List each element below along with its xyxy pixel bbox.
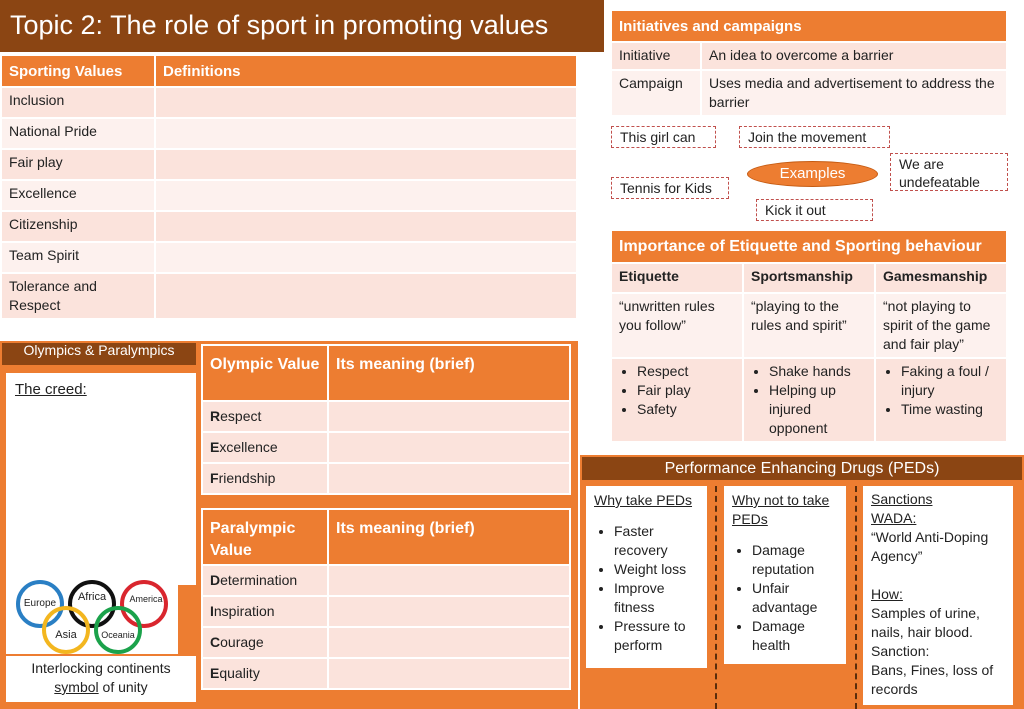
- examples-oval: Examples: [747, 161, 878, 187]
- peds-header: Performance Enhancing Drugs (PEDs): [582, 457, 1022, 480]
- olympic-rings: [6, 580, 178, 654]
- gamesmanship-quote: “not playing to spirit of the game and fair play”: [876, 294, 1006, 357]
- gamesmanship-col-title: Gamesmanship: [876, 264, 1006, 292]
- example-we-are-undefeatable: We are undefeatable: [890, 153, 1008, 191]
- table-row: [2, 181, 576, 210]
- sv-definition[interactable]: [156, 150, 576, 179]
- table-row: [203, 433, 569, 462]
- paralympic-meaning[interactable]: [329, 566, 569, 595]
- ring-label: Oceania: [101, 630, 135, 640]
- olympic-meaning[interactable]: [329, 433, 569, 462]
- sanctions-box: [863, 486, 1013, 705]
- table-row: [203, 566, 569, 595]
- sv-definition[interactable]: [156, 181, 576, 210]
- divider: [855, 486, 857, 709]
- sv-value: Inclusion: [2, 88, 154, 117]
- olympic-value: Respect: [203, 402, 327, 431]
- how-text: Samples of urine, nails, hair blood.: [871, 605, 980, 640]
- how-label: How:: [871, 586, 903, 602]
- init-definition: An idea to overcome a barrier: [702, 43, 1006, 69]
- example-kick-it-out: Kick it out: [756, 199, 873, 221]
- example-this-girl-can: This girl can: [611, 126, 716, 148]
- olympic-values-table: [201, 344, 571, 495]
- sv-definition[interactable]: [156, 119, 576, 148]
- etiquette-quote: “unwritten rules you follow”: [612, 294, 742, 357]
- creed-box[interactable]: [6, 373, 196, 585]
- table-row: [2, 274, 576, 318]
- why-take-peds-box: [586, 486, 707, 668]
- sv-definition[interactable]: [156, 88, 576, 117]
- initiatives-table: [610, 9, 1008, 117]
- wada-label: WADA:: [871, 510, 917, 526]
- list-item: • Weight loss: [614, 560, 699, 579]
- sv-header-definitions: Definitions: [156, 56, 576, 86]
- paralympic-meaning[interactable]: [329, 628, 569, 657]
- etiquette-header: Importance of Etiquette and Sporting behaviour: [612, 231, 1006, 262]
- list-item: • Fair play: [637, 381, 735, 400]
- paralympic-value-header: Paralympic Value: [203, 510, 327, 564]
- ring-label: Africa: [77, 591, 107, 603]
- etiquette-col-title: Etiquette: [612, 264, 742, 292]
- list-item: • Faking a foul / injury: [901, 362, 999, 400]
- list-item: • Helping up injured opponent: [769, 381, 867, 438]
- table-row: [2, 150, 576, 179]
- sanction-label: Sanction:: [871, 643, 930, 659]
- sv-value: Tolerance and Respect: [2, 274, 154, 318]
- paralympic-meaning[interactable]: [329, 659, 569, 688]
- table-row: [2, 243, 576, 272]
- list-item: • Unfair advantage: [752, 579, 838, 617]
- paralympic-value: Inspiration: [203, 597, 327, 626]
- table-row: [203, 597, 569, 626]
- example-tennis-for-kids: Tennis for Kids: [611, 177, 729, 199]
- paralympic-meaning-header: Its meaning (brief): [329, 510, 569, 564]
- sv-definition[interactable]: [156, 212, 576, 241]
- initiatives-header: Initiatives and campaigns: [612, 11, 1006, 41]
- list-item: • Damage health: [752, 617, 838, 655]
- list-item: • Safety: [637, 400, 735, 419]
- etiquette-table: [610, 229, 1008, 443]
- sporting-values-table: [0, 54, 578, 320]
- init-definition: Uses media and advertisement to address the barrier: [702, 71, 1006, 115]
- list-item: • Shake hands: [769, 362, 867, 381]
- olympic-value: Friendship: [203, 464, 327, 493]
- why-not-take-peds-box: [724, 486, 846, 664]
- sv-value: National Pride: [2, 119, 154, 148]
- list-item: • Pressure to perform: [614, 617, 699, 655]
- list-item: • Faster recovery: [614, 522, 699, 560]
- sportsmanship-col-title: Sportsmanship: [744, 264, 874, 292]
- table-row: [203, 464, 569, 493]
- sanctions-title: Sanctions: [871, 491, 933, 507]
- olympic-value-header: Olympic Value: [203, 346, 327, 400]
- sv-definition[interactable]: [156, 274, 576, 318]
- table-row: [2, 212, 576, 241]
- sv-value: Team Spirit: [2, 243, 154, 272]
- olympic-meaning[interactable]: [329, 464, 569, 493]
- sv-header-values: Sporting Values: [2, 56, 154, 86]
- paralympic-values-table: [201, 508, 571, 690]
- paralympic-value: Courage: [203, 628, 327, 657]
- init-term: Campaign: [612, 71, 700, 115]
- sportsmanship-examples: [744, 359, 874, 441]
- olympic-meaning-header: Its meaning (brief): [329, 346, 569, 400]
- olympics-header: Olympics & Paralympics: [2, 343, 196, 365]
- divider: [715, 486, 717, 709]
- table-row: [203, 402, 569, 431]
- init-term: Initiative: [612, 43, 700, 69]
- example-join-the-movement: Join the movement: [739, 126, 890, 148]
- ring-label: Asia: [55, 629, 77, 641]
- list-item: • Damage reputation: [752, 541, 838, 579]
- rings-caption-symbol: symbol: [54, 679, 99, 695]
- etiquette-examples: [612, 359, 742, 441]
- paralympic-value: Equality: [203, 659, 327, 688]
- gamesmanship-examples: [876, 359, 1006, 441]
- ring-label: Europe: [23, 598, 57, 609]
- sanction-text: Bans, Fines, loss of records: [871, 662, 994, 697]
- sv-value: Citizenship: [2, 212, 154, 241]
- olympic-value: Excellence: [203, 433, 327, 462]
- rings-caption: [6, 656, 196, 702]
- sv-value: Fair play: [2, 150, 154, 179]
- list-item: • Time wasting: [901, 400, 999, 419]
- table-row: [612, 43, 1006, 69]
- table-row: [612, 71, 1006, 115]
- olympic-meaning[interactable]: [329, 402, 569, 431]
- table-row: [203, 628, 569, 657]
- why-not-take-peds-title: Why not to take PEDs: [732, 492, 830, 527]
- paralympic-meaning[interactable]: [329, 597, 569, 626]
- rings-caption-post: of unity: [102, 679, 148, 695]
- sv-definition[interactable]: [156, 243, 576, 272]
- why-take-peds-title: Why take PEDs: [594, 492, 693, 508]
- rings-caption-pre: Interlocking continents: [31, 660, 171, 676]
- page-title: Topic 2: The role of sport in promoting values: [0, 0, 604, 52]
- sv-value: Excellence: [2, 181, 154, 210]
- ring-label: America: [129, 594, 163, 604]
- table-row: [203, 659, 569, 688]
- wada-full: “World Anti-Doping Agency”: [871, 529, 989, 564]
- table-row: [2, 88, 576, 117]
- list-item: • Respect: [637, 362, 735, 381]
- creed-label: The creed:: [15, 381, 87, 398]
- sportsmanship-quote: “playing to the rules and spirit”: [744, 294, 874, 357]
- olympic-rings-icon: [6, 580, 178, 654]
- list-item: • Improve fitness: [614, 579, 699, 617]
- paralympic-value: Determination: [203, 566, 327, 595]
- table-row: [2, 119, 576, 148]
